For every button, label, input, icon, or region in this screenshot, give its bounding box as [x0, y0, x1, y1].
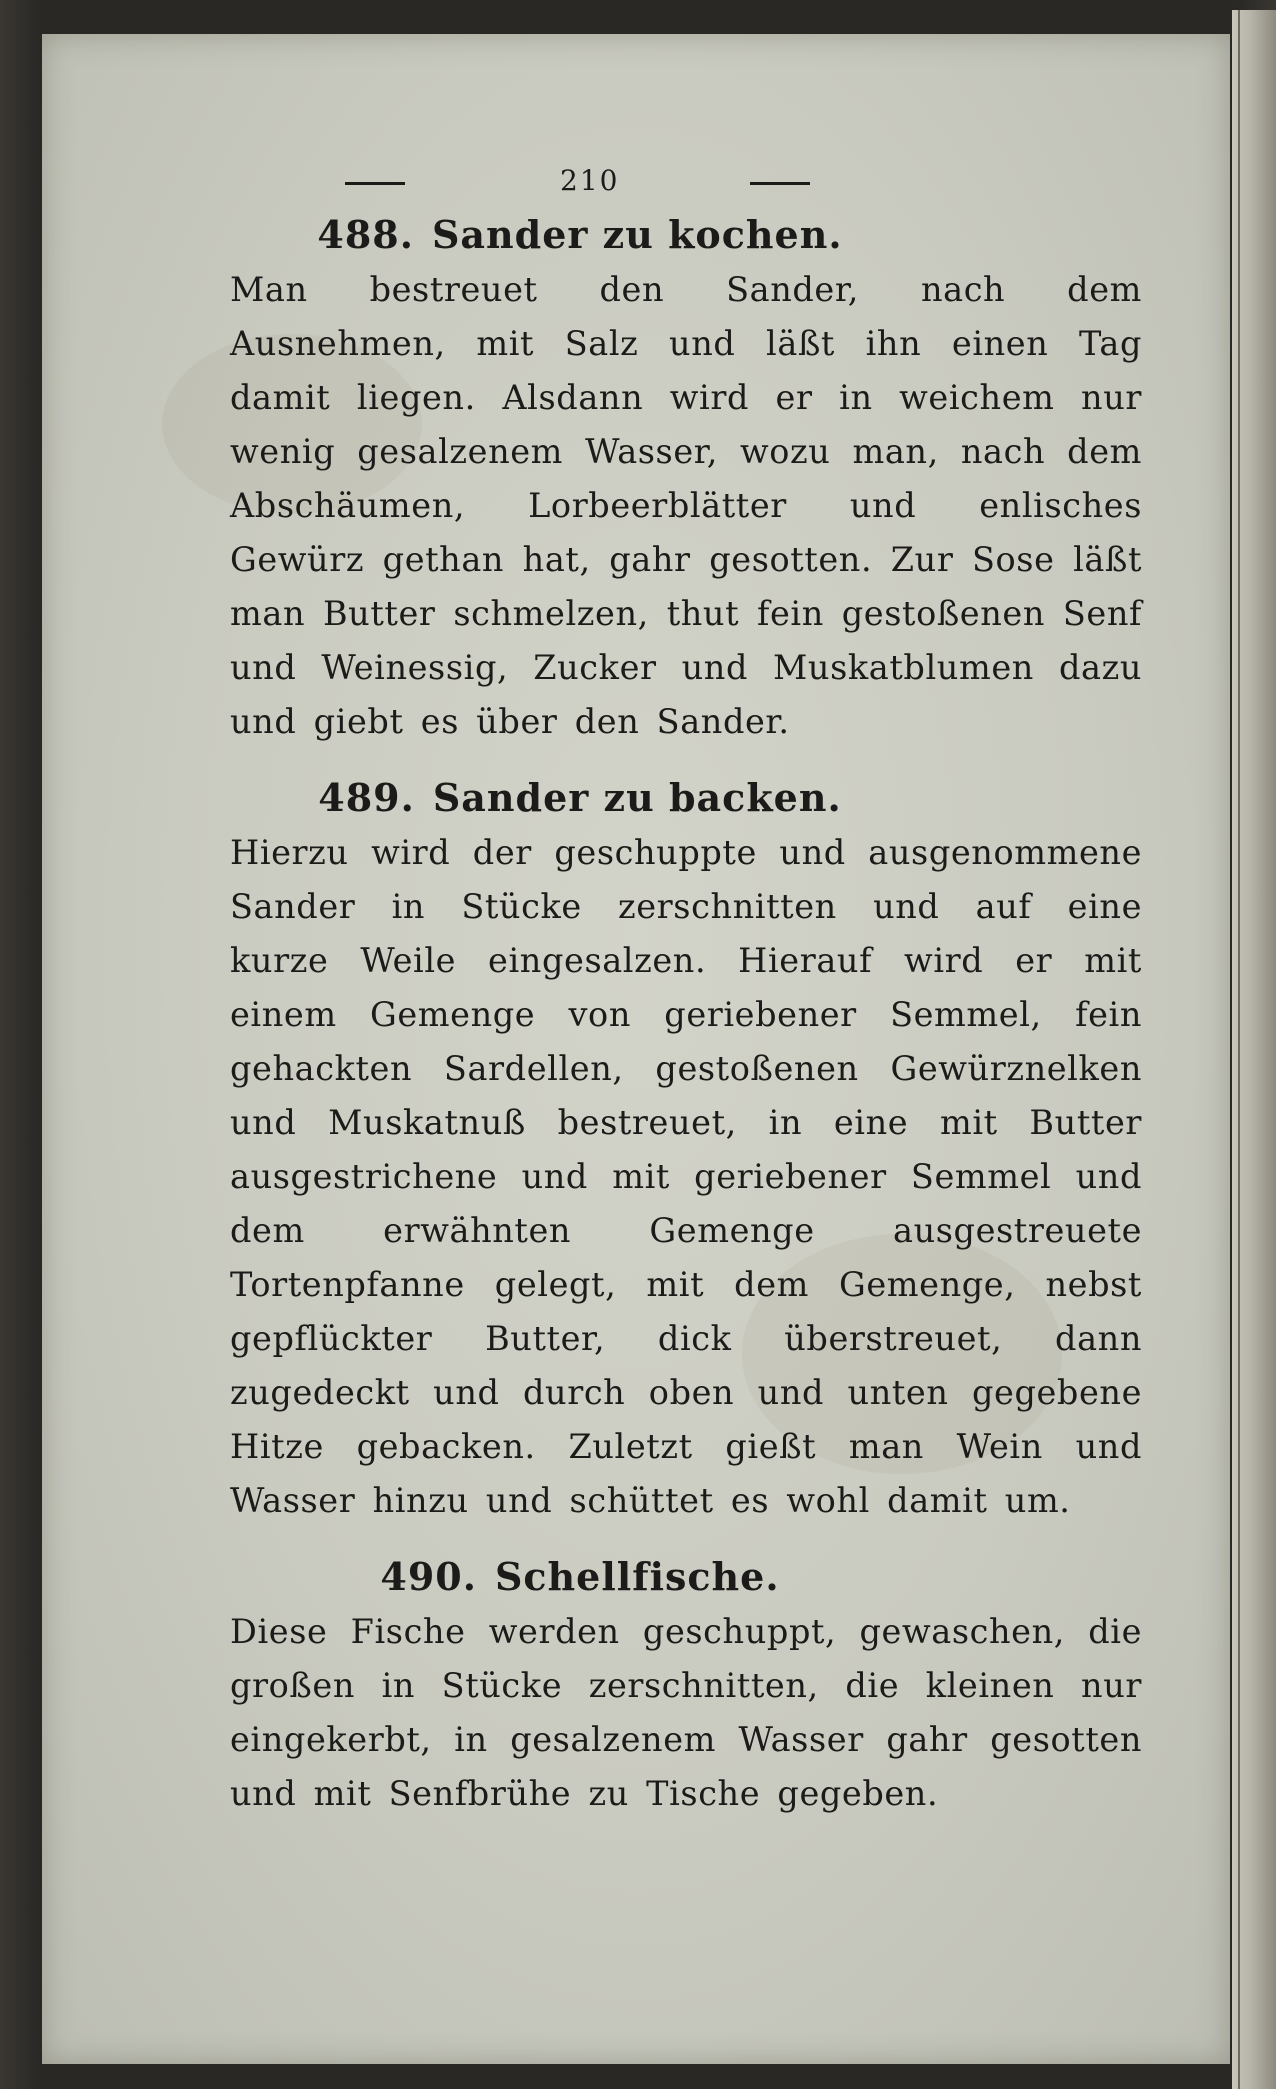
header-dash-left [345, 182, 405, 185]
recipe-title: Sander zu backen. [432, 775, 842, 820]
page-number: 210 [560, 164, 620, 197]
recipe-text: Man bestreuet den Sander, nach dem Ausnehmen, mit Salz und läßt ihn einen Tag damit liegen. Alsdann wird er in weichem nur wenig gesalzenem Wasser, wozu man, nach dem Abschäumen, Lorbeerblätter und enlisches Gewürz gethan hat, gahr gesotten. Zur Sose läßt man Butter schmelzen, thut fein gestoßenen Senf und Weinessig, Zucker und Muskatblumen dazu und giebt es über den Sander. [230, 270, 1142, 741]
recipe-text: Hierzu wird der geschuppte und ausgenommene Sander in Stücke zerschnitten und auf eine kurze Weile eingesalzen. Hierauf wird er mit einem Gemenge von geriebener Semmel, fein gehackten Sardellen, gestoßenen Gewürznelken und Muskatnuß bestreuet, in eine mit Butter ausgestrichene und mit geriebener Semmel und dem erwähnten Gemenge ausgestreuete Tortenpfanne gelegt, mit dem Gemenge, nebst gepflückter Butter, dick überstreuet, dann zugedeckt und durch oben und unten gegebene Hitze gebacken. Zuletzt gießt man Wein und Wasser hinzu und schüttet es wohl damit um. [230, 833, 1142, 1520]
recipe-text: Diese Fische werden geschuppt, gewaschen, die großen in Stücke zerschnitten, die kleinen nur eingekerbt, in gesalzenem Wasser gahr gesotten und mit Senfbrühe zu Tische gegeben. [230, 1612, 1142, 1813]
page-text [230, 160, 1180, 1821]
header-dash-right [750, 182, 810, 185]
recipe-heading [230, 775, 930, 820]
recipe-heading [230, 1554, 930, 1599]
page-header [230, 160, 930, 208]
recipe-number: 488. [317, 212, 414, 257]
recipe-title: Sander zu kochen. [431, 212, 843, 257]
adjacent-page-edge [1232, 10, 1276, 2089]
recipe-number: 490. [380, 1554, 477, 1599]
recipe-heading [230, 212, 930, 257]
recipe-488 [230, 212, 1180, 749]
recipe-489 [230, 775, 1180, 1528]
recipe-title: Schellfische. [494, 1554, 780, 1599]
recipe-490 [230, 1554, 1180, 1821]
recipe-number: 489. [318, 775, 415, 820]
